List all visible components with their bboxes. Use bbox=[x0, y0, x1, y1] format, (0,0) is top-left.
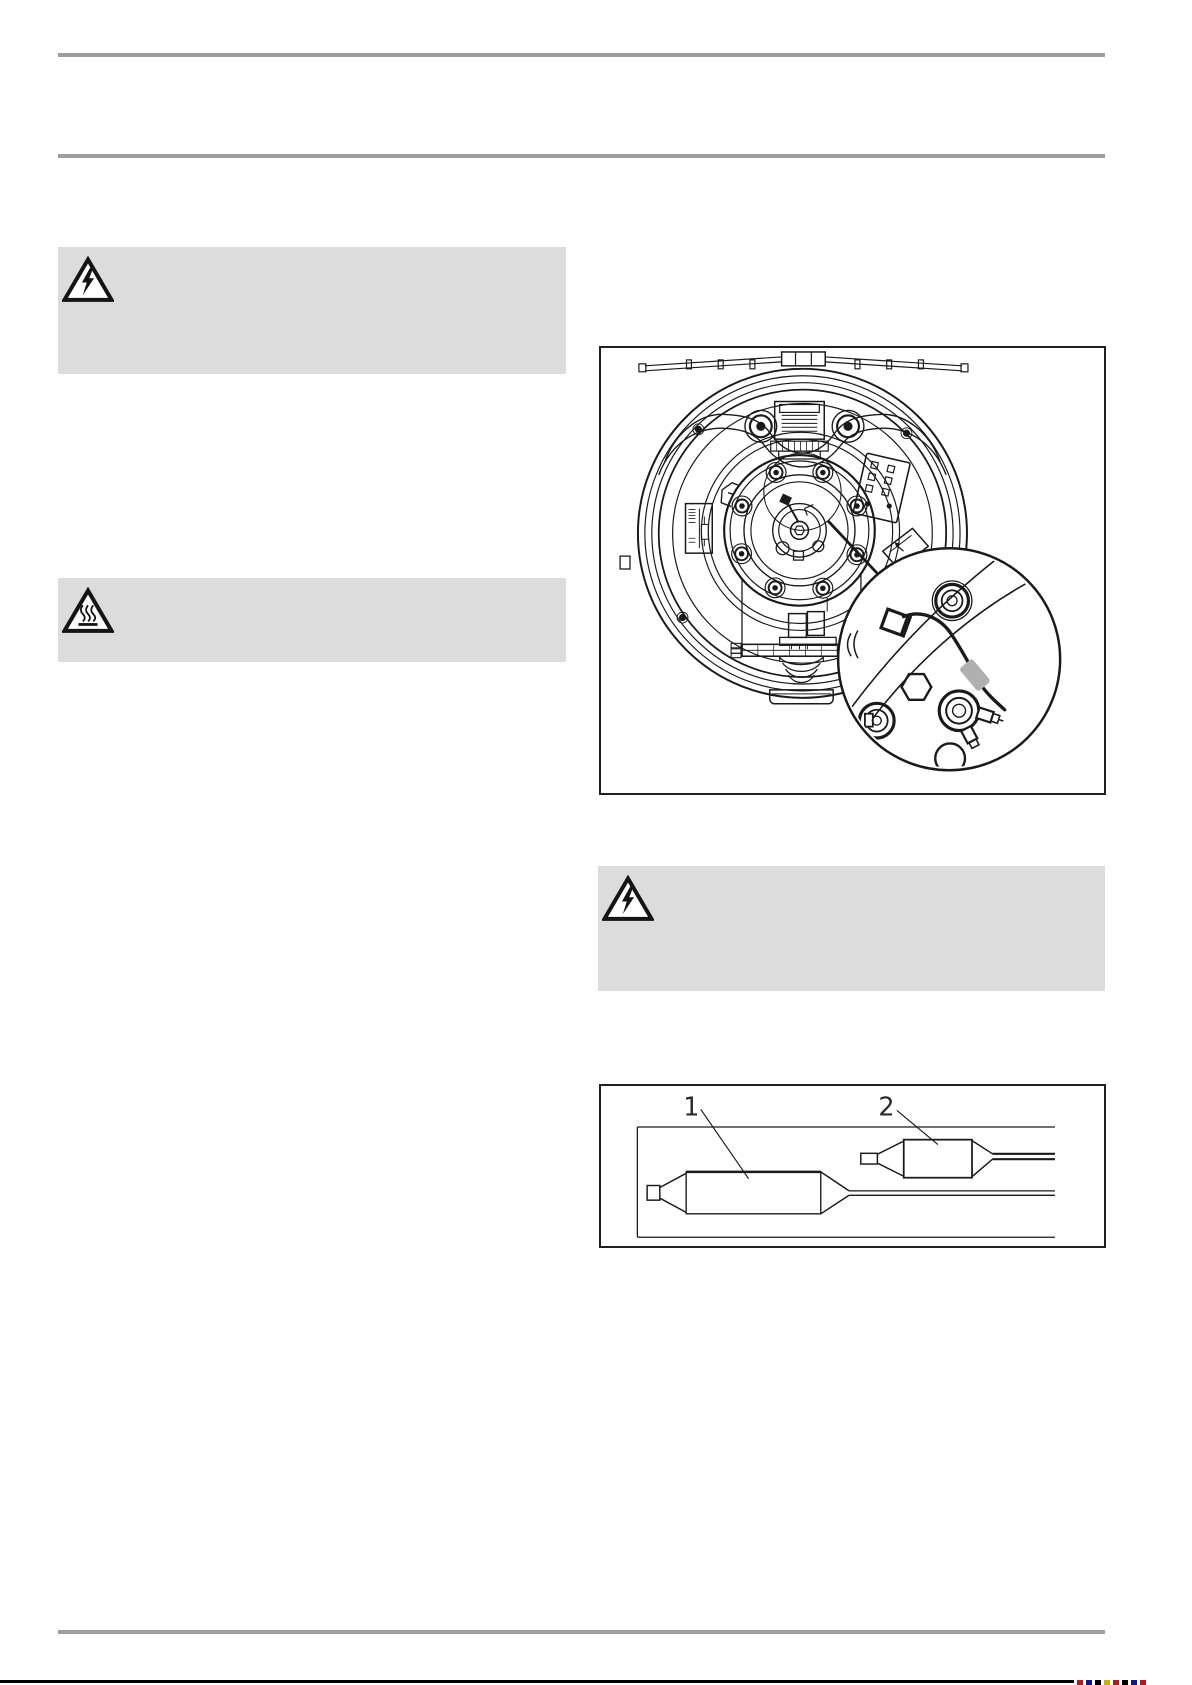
sensor-elements-drawing bbox=[601, 1086, 1104, 1246]
hot-surface-warning-triangle-icon bbox=[62, 587, 114, 634]
print-color-fragment bbox=[1122, 1680, 1128, 1685]
print-color-fragment bbox=[1095, 1680, 1101, 1685]
figure-label-1: 1 bbox=[683, 1091, 700, 1122]
print-color-fragment bbox=[1131, 1680, 1137, 1685]
label-1-leader bbox=[701, 1109, 749, 1178]
warning-box-electrical-top-left bbox=[58, 247, 566, 374]
print-color-fragment bbox=[1140, 1680, 1146, 1685]
warning-box-hot-surface bbox=[58, 578, 566, 662]
print-color-fragment bbox=[1086, 1680, 1092, 1685]
page-edge-print-line bbox=[0, 1680, 1074, 1683]
warning-box-electrical-right bbox=[598, 866, 1105, 991]
figure-sensor-elements bbox=[599, 1084, 1106, 1248]
detail-leader-line bbox=[828, 521, 878, 574]
print-color-fragment bbox=[1077, 1680, 1083, 1685]
element-1 bbox=[647, 1172, 1055, 1214]
rating-label-plate bbox=[686, 504, 713, 554]
figure-appliance-underside bbox=[599, 346, 1106, 795]
footer-rule bbox=[58, 1630, 1105, 1634]
high-voltage-warning-triangle-icon bbox=[62, 256, 114, 303]
high-voltage-warning-triangle-icon bbox=[602, 875, 654, 922]
print-color-fragment bbox=[1113, 1680, 1119, 1685]
header-rule-second bbox=[58, 154, 1105, 158]
figure-label-2: 2 bbox=[878, 1091, 895, 1122]
tank-wall-outline bbox=[637, 1127, 1055, 1237]
cable-gland bbox=[771, 402, 828, 459]
element-2 bbox=[861, 1140, 1055, 1178]
print-color-fragment bbox=[1104, 1680, 1110, 1685]
appliance-underside-drawing bbox=[601, 348, 1104, 793]
header-rule-top bbox=[58, 53, 1105, 57]
